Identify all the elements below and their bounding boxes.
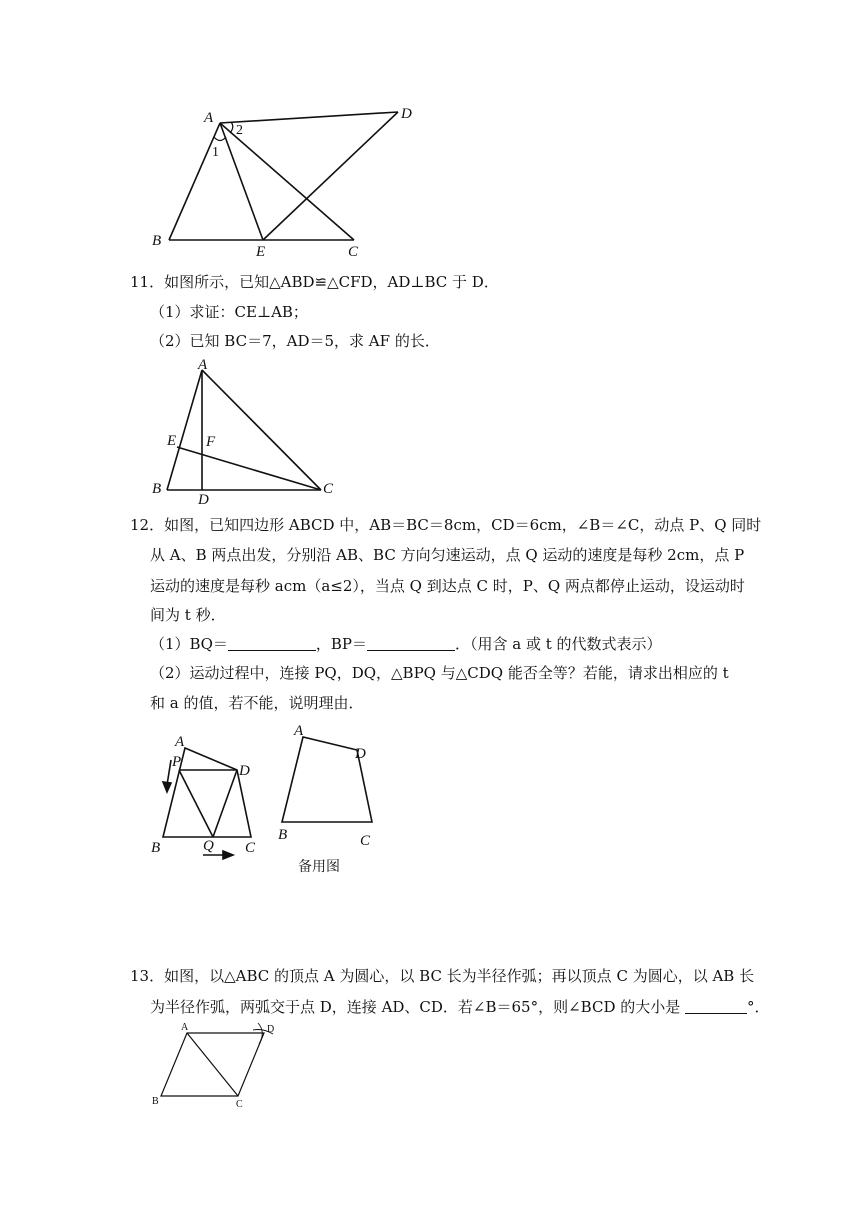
label-p: P [172, 754, 182, 770]
q12-line1: 12．如图，已知四边形 ABCD 中，AB＝BC＝8cm，CD＝6cm，∠B＝∠C，动点 P、Q 同时 [130, 516, 762, 534]
arrowhead-p [163, 782, 171, 792]
label-c: C [236, 1099, 243, 1110]
figure-q13 [145, 1020, 285, 1110]
angle-1-arc [214, 137, 226, 141]
segment-dq [213, 770, 237, 837]
figure-q12-main [145, 730, 275, 865]
blank-bq[interactable] [228, 636, 316, 651]
q12-part1-bp: ，BP＝ [315, 635, 367, 653]
label-d: D [198, 492, 209, 508]
label-d: D [401, 106, 412, 122]
segment-ab [167, 370, 202, 490]
segment-ad [220, 112, 398, 123]
q13-line2 [150, 997, 820, 1017]
arrowhead-q [223, 851, 233, 859]
label-a: A [294, 723, 304, 739]
label-b: B [152, 233, 162, 249]
label-a: A [181, 1022, 189, 1033]
label-f: F [206, 434, 216, 450]
q11-part1: （1）求证：CE⊥AB； [150, 303, 308, 321]
segment-pq [179, 770, 213, 837]
label-d: D [267, 1024, 275, 1035]
label-c: C [245, 840, 256, 856]
q12-line4: 间为 t 秒． [150, 606, 226, 624]
figure-q11 [145, 355, 345, 508]
label-angle-2: 2 [236, 123, 243, 138]
label-d: D [355, 746, 366, 762]
segment-ab [169, 123, 220, 240]
q12-line2: 从 A、B 两点出发，分别沿 AB、BC 方向匀速运动，点 Q 运动的速度是每秒 2cm，点 P [150, 546, 745, 564]
label-c: C [360, 833, 371, 849]
q12-part2-line1: （2）运动过程中，连接 PQ，DQ，△BPQ 与△CDQ 能否全等？若能，请求出相应的 t [150, 664, 729, 682]
label-b: B [278, 827, 288, 843]
segment-ac [220, 123, 354, 240]
label-b: B [152, 481, 162, 497]
q11-stem: 11．如图所示，已知△ABD≌△CFD，AD⊥BC 于 D． [130, 273, 499, 291]
figure-q10 [140, 100, 440, 265]
segment-ae [220, 123, 263, 240]
q12-line3: 运动的速度是每秒 acm（a≤2），当点 Q 到达点 C 时，P、Q 两点都停止运动，设运动时 [150, 577, 745, 595]
arrow-p [167, 760, 171, 785]
label-angle-1: 1 [212, 145, 219, 160]
blank-bp[interactable] [367, 636, 455, 651]
figure-q12-backup [270, 720, 390, 850]
segment-de [263, 112, 398, 240]
q12-part1 [150, 634, 820, 654]
label-c: C [323, 481, 334, 497]
segment-ac [187, 1033, 238, 1096]
q13-line1: 13．如图，以△ABC 的顶点 A 为圆心，以 BC 长为半径作弧；再以顶点 C 为圆心，以 AB 长 [130, 967, 755, 985]
label-e: E [256, 244, 266, 260]
label-a: A [175, 734, 185, 750]
blank-angle-bcd[interactable] [685, 999, 747, 1014]
label-c: C [348, 244, 359, 260]
q12-part1-note: ．（用含 a 或 t 的代数式表示） [455, 635, 662, 653]
label-a: A [204, 110, 214, 126]
label-e: E [167, 433, 177, 449]
label-b: B [151, 840, 161, 856]
label-a: A [198, 357, 208, 373]
q12-part2-line2: 和 a 的值，若不能，说明理由． [150, 694, 364, 712]
label-b: B [152, 1096, 159, 1107]
label-d: D [239, 763, 250, 779]
q12-part1-bq: （1）BQ＝ [150, 635, 228, 653]
q11-part2: （2）已知 BC＝7，AD＝5，求 AF 的长． [150, 332, 440, 350]
q13-line2-text: 为半径作弧，两弧交于点 D，连接 AD、CD．若∠B＝65°，则∠BCD 的大小是 [150, 998, 681, 1016]
label-q: Q [203, 838, 214, 854]
backup-figure-caption: 备用图 [298, 859, 340, 875]
q13-degree-suffix: °． [747, 998, 770, 1016]
